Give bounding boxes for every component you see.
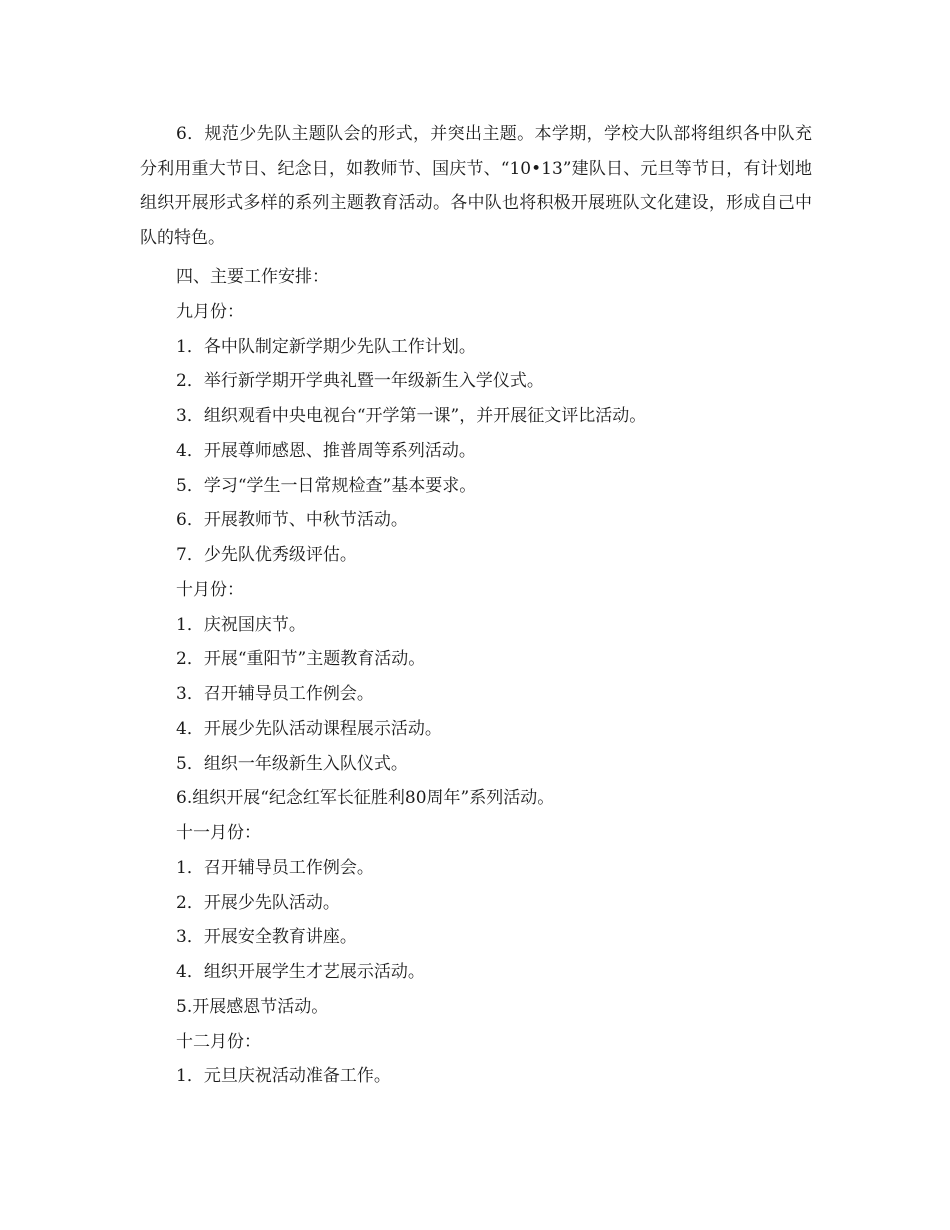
- list-item: 3．开展安全教育讲座。: [176, 927, 357, 947]
- list-item: 1．庆祝国庆节。: [176, 615, 306, 635]
- list-item: 3．召开辅导员工作例会。: [176, 684, 374, 704]
- list-item: 5．组织一年级新生入队仪式。: [176, 754, 408, 774]
- list-item: 3．组织观看中央电视台“开学第一课”，并开展征文评比活动。: [176, 406, 647, 426]
- list-item: 4．组织开展学生才艺展示活动。: [176, 962, 425, 982]
- list-item: 2．举行新学期开学典礼暨一年级新生入学仪式。: [176, 371, 544, 391]
- intro-paragraph: 6．规范少先队主题队会的形式，并突出主题。本学期，学校大队部将组织各中队充分利用重大节日、纪念日，如教师节、国庆节、“10•13”建队日、元旦等节日，有计划地组织开展形式多样的系列主题教育活动。各中队也将积极开展班队文化建设，形成自己中队的特色。: [140, 124, 812, 248]
- list-item: 1．元旦庆祝活动准备工作。: [176, 1066, 391, 1086]
- month-heading-october: 十月份：: [176, 580, 244, 600]
- list-item: 1．召开辅导员工作例会。: [176, 858, 374, 878]
- list-item: 6．开展教师节、中秋节活动。: [176, 510, 408, 530]
- month-heading-november: 十一月份：: [176, 823, 261, 843]
- list-item: 1．各中队制定新学期少先队工作计划。: [176, 337, 476, 357]
- list-item: 2．开展少先队活动。: [176, 893, 340, 913]
- list-item: 2．开展“重阳节”主题教育活动。: [176, 649, 426, 669]
- section-heading: 四、主要工作安排：: [176, 267, 329, 287]
- list-item: 4．开展少先队活动课程展示活动。: [176, 719, 442, 739]
- list-item: 7．少先队优秀级评估。: [176, 545, 357, 565]
- list-item: 5．学习“学生一日常规检查”基本要求。: [176, 476, 477, 496]
- month-heading-december: 十二月份：: [176, 1032, 261, 1052]
- list-item: 6.组织开展“纪念红军长征胜利80周年”系列活动。: [176, 788, 555, 808]
- list-item: 5.开展感恩节活动。: [176, 997, 329, 1017]
- month-heading-september: 九月份：: [176, 302, 244, 322]
- list-item: 4．开展尊师感恩、推普周等系列活动。: [176, 441, 476, 461]
